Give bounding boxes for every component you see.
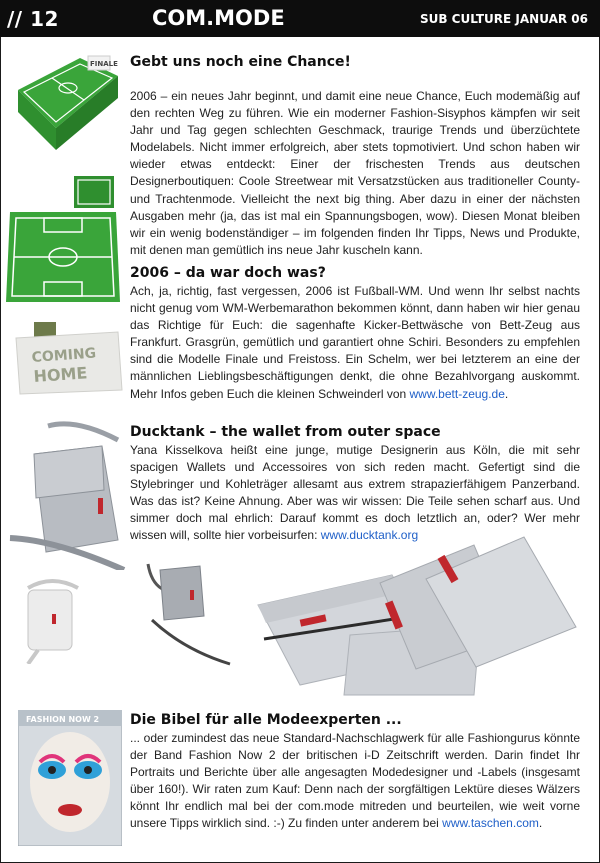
article-title: Ducktank – the wallet from outer space	[130, 424, 441, 440]
football-bedding-image-1	[10, 50, 122, 160]
article-body: ... oder zumindest das neue Standard-Nachschlagwerk für alle Fashiongurus könnte der Band Fashion Now 2 der britischen i-D Zeitschrift werden. Darin findet Ihr Portraits und Berichte über alle angesagten Modedesigner und -Labels (insgesamt über 160!). Wir raten zum Kauf: Denn nach der sorgfältigen Lektüre dieses Wälzers könnt Ihr endlich mal bei der com.mode mitreden und beurteilen, wie weit vorne unsere Tipps wirklich sind. :-) Zu finden unter anderem bei www.taschen.com.	[130, 731, 580, 831]
section-label: SUB CULTURE JANUAR 06	[419, 12, 588, 26]
article-body: 2006 – ein neues Jahr beginnt, und damit eine neue Chance, Euch modemäßig auf den rechten Weg zu führen. Wie ein moderner Fashion-Sisyphos kämpfen wir seit Jahr und Tag gegen schlechten Geschmack, traurige Trends und überzüchtete Modelabels. Nicht immer erfolgreich, aber stets topmotiviert. Und schon haben wir wieder etwas entdeckt: Einer der frischesten Trends aus deutschen Designerboutiquen: Coole Streetwear mit Versatzstücken aus traditioneller County- und Trachtenmode. Vielleicht the next big thing. Aber dazu in einer der nächsten Ausgaben mehr (ja, das ist mal ein Spannungsbogen, wow). Diesen Monat bleiben wir ein wenig bodenständiger – im folgenden finden Ihr Tipps, News und Produkte, mit denen man gemütlich ins neue Jahr kuscheln kann.	[130, 89, 580, 257]
article-body: Yana Kisselkova heißt eine junge, mutige Designerin aus Köln, die mit sehr spacigen Wallets und Accessoires von sich reden macht. Gefertigt sind die Stylebringer und Kohleträger allesamt aus extrem strapazierfähigem Panzerband. Was das ist? Keine Ahnung. Aber was wir wissen: Die Teile sehen scharf aus. Und simmer doch mal ehrlich: Darauf kommt es doch letztlich an, oder? Wer mehr wissen will, sollte hier vorbeisurfen: www.ducktank.org	[130, 443, 580, 543]
page-number: // 12	[7, 7, 59, 31]
shoulder-bag-image	[6, 420, 128, 570]
taschen-link[interactable]: www.taschen.com	[442, 816, 539, 831]
white-bag-image	[18, 574, 88, 664]
coming-home-pillow-image	[12, 320, 124, 396]
article-intro	[130, 54, 580, 259]
pillow-text-2: HOME	[32, 363, 88, 386]
book-title: FASHION NOW 2	[26, 715, 100, 724]
article-title: Gebt uns noch eine Chance!	[130, 54, 351, 70]
article-title: 2006 – da war doch was?	[130, 265, 326, 281]
article-ducktank	[130, 424, 580, 545]
article-wm-bedding	[130, 265, 580, 403]
article-body: Ach, ja, richtig, fast vergessen, 2006 ist Fußball-WM. Und wenn Ihr selbst nachts nicht genug vom WM-Werbemarathon bekommen könnt, dann haben wir hier genau das Richtige für Euch: die sagenhafte Kicker-Bettwäsche von Bett-Zeug aus Frankfurt. Grasgrün, gemütlich und garantiert ohne Schiri. Besonders zu empfehlen sind die Modelle Finale und Freistoss. Ein Schelm, wer bei letzterem an eine der männlichen Lieblingsbeschäftigungen denkt, die ohne Bezahlvorgang auskommt. Mehr Infos geben Euch die kleinen Schweinderl von www.bett-zeug.de.	[130, 284, 580, 401]
page-header	[0, 0, 600, 37]
pillow-text-1: COMING	[31, 345, 97, 366]
magazine-title: COM.MODE	[152, 6, 285, 30]
small-shoulder-bag-image	[134, 560, 234, 670]
football-bedding-image-2	[4, 172, 126, 308]
ducktank-wallets-image	[240, 535, 590, 700]
fashion-now-book-image	[18, 710, 122, 846]
ducktank-link[interactable]: www.ducktank.org	[320, 528, 419, 543]
article-title: Die Bibel für alle Modeexperten ...	[130, 712, 402, 728]
bett-zeug-link[interactable]: www.bett-zeug.de	[409, 386, 505, 401]
article-fashion-bible	[130, 712, 580, 833]
bedding-label: FINALE	[90, 60, 118, 68]
